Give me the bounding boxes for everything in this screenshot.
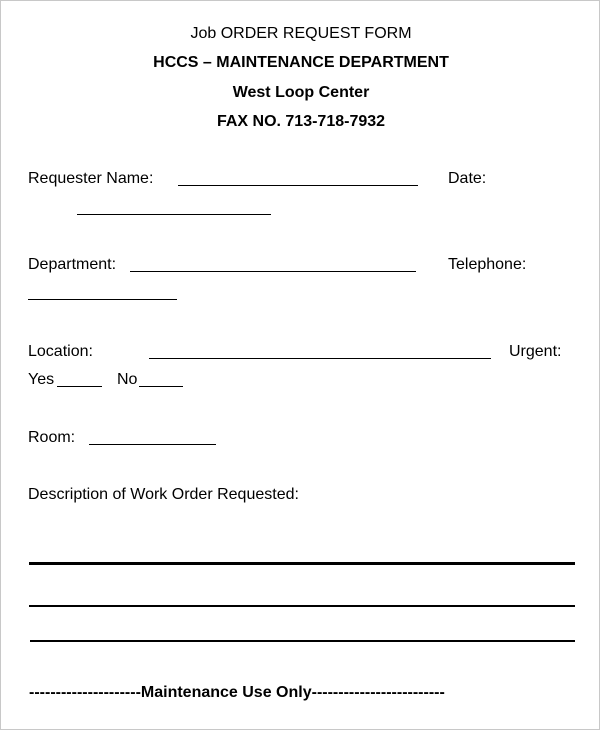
urgent-yes-field[interactable] [57, 386, 102, 387]
fax-number: FAX NO. 713-718-7932 [216, 113, 386, 130]
telephone-label: Telephone: [448, 256, 527, 273]
description-label: Description of Work Order Requested: [28, 486, 299, 503]
urgent-label: Urgent: [509, 343, 562, 360]
description-line-2[interactable] [29, 605, 575, 607]
location-field[interactable] [149, 358, 491, 359]
room-label: Room: [28, 429, 76, 446]
urgent-yes-label: Yes [28, 371, 55, 388]
requester-name-label: Requester Name: [28, 170, 154, 187]
location-label: Location: [28, 343, 93, 360]
description-line-1[interactable] [29, 562, 575, 565]
center-heading: West Loop Center [232, 84, 370, 101]
date-label: Date: [448, 170, 487, 187]
requester-name-field[interactable] [178, 185, 418, 186]
urgent-no-field[interactable] [139, 386, 183, 387]
department-field[interactable] [130, 271, 416, 272]
department-label: Department: [28, 256, 117, 273]
maintenance-use-only-divider: ---------------------Maintenance Use Only------------------------- [29, 684, 445, 701]
telephone-field[interactable] [28, 299, 177, 300]
room-field[interactable] [89, 444, 216, 445]
urgent-no-label: No [117, 371, 138, 388]
form-title: Job ORDER REQUEST FORM [190, 25, 412, 42]
department-heading: HCCS – MAINTENANCE DEPARTMENT [153, 54, 449, 71]
date-field[interactable] [77, 214, 271, 215]
description-line-3[interactable] [30, 640, 575, 642]
